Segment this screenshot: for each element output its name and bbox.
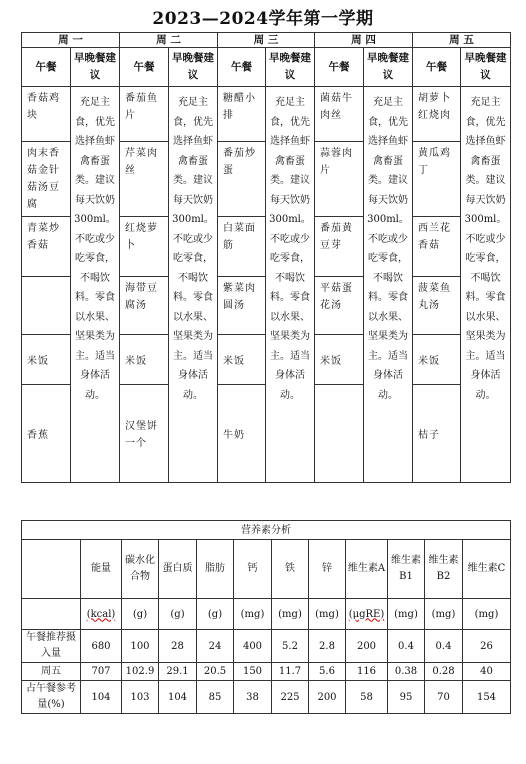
value-cell: 150 bbox=[234, 663, 272, 681]
col-header: 钙 bbox=[234, 540, 272, 599]
lunch-header: 午餐 bbox=[22, 48, 71, 87]
row-label: 午餐推荐摄入量 bbox=[22, 630, 81, 663]
lunch-header: 午餐 bbox=[413, 48, 461, 87]
nutrition-analysis-table bbox=[21, 520, 511, 714]
dish-cell: 平菇蛋花汤 bbox=[315, 277, 364, 335]
dish-cell: 米饭 bbox=[218, 335, 266, 385]
value-cell: 11.7 bbox=[272, 663, 309, 681]
col-header: 锌 bbox=[309, 540, 346, 599]
value-cell: 70 bbox=[425, 681, 463, 714]
meal-advice: 充足主食，优先选择鱼虾禽畜蛋类。建议每天饮奶300ml。不吃或少吃零食，不喝饮料。零食以水果、坚果类为主。适当身体活动。 bbox=[71, 87, 120, 483]
value-cell: 707 bbox=[81, 663, 122, 681]
dish-cell: 番茄炒蛋 bbox=[218, 142, 266, 217]
col-header: 维生素B2 bbox=[425, 540, 463, 599]
value-cell: 154 bbox=[463, 681, 511, 714]
table-row bbox=[22, 681, 511, 714]
dish-cell: 米饭 bbox=[413, 335, 461, 385]
corner-cell bbox=[22, 540, 81, 599]
day-header: 周 三 bbox=[218, 33, 315, 48]
value-cell: 225 bbox=[272, 681, 309, 714]
lunch-header: 午餐 bbox=[120, 48, 169, 87]
value-cell: 100 bbox=[122, 630, 159, 663]
dish-cell: 海带豆腐汤 bbox=[120, 277, 169, 335]
unit-cell: (mg) bbox=[272, 599, 309, 630]
day-header: 周 四 bbox=[315, 33, 413, 48]
meal-advice: 充足主食，优先选择鱼虾禽畜蛋类。建议每天饮奶300ml。不吃或少吃零食，不喝饮料。零食以水果、坚果类为主。适当身体活动。 bbox=[169, 87, 218, 483]
meal-advice: 充足主食，优先选择鱼虾禽畜蛋类。建议每天饮奶300ml。不吃或少吃零食，不喝饮料。零食以水果、坚果类为主。适当身体活动。 bbox=[461, 87, 511, 483]
unit-cell: (mg) bbox=[425, 599, 463, 630]
value-cell: 20.5 bbox=[197, 663, 234, 681]
row-label: 占午餐参考量(%) bbox=[22, 681, 81, 714]
lunch-header: 午餐 bbox=[315, 48, 364, 87]
col-header: 蛋白质 bbox=[159, 540, 197, 599]
dish-cell bbox=[22, 277, 71, 335]
value-cell: 200 bbox=[346, 630, 388, 663]
value-cell: 85 bbox=[197, 681, 234, 714]
value-cell: 0.4 bbox=[388, 630, 425, 663]
dish-cell: 糖醋小排 bbox=[218, 87, 266, 142]
value-cell: 24 bbox=[197, 630, 234, 663]
dish-cell: 汉堡饼一个 bbox=[120, 385, 169, 483]
page-title: 2023—2024学年第一学期 bbox=[152, 9, 374, 29]
col-header: 能量 bbox=[81, 540, 122, 599]
unit-cell: (mg) bbox=[463, 599, 511, 630]
col-header: 脂肪 bbox=[197, 540, 234, 599]
value-cell: 28 bbox=[159, 630, 197, 663]
nutrition-caption: 营养素分析 bbox=[22, 521, 511, 540]
unit-cell: (mg) bbox=[388, 599, 425, 630]
value-cell: 38 bbox=[234, 681, 272, 714]
dish-cell: 番茄鱼片 bbox=[120, 87, 169, 142]
value-cell: 0.28 bbox=[425, 663, 463, 681]
unit-cell: (g) bbox=[197, 599, 234, 630]
value-cell: 40 bbox=[463, 663, 511, 681]
value-cell: 680 bbox=[81, 630, 122, 663]
col-header: 碳水化合物 bbox=[122, 540, 159, 599]
dish-cell: 米饭 bbox=[315, 335, 364, 385]
value-cell: 102.9 bbox=[122, 663, 159, 681]
dish-cell: 米饭 bbox=[120, 335, 169, 385]
dish-cell: 黄瓜鸡丁 bbox=[413, 142, 461, 217]
unit-cell: (kcal) bbox=[81, 599, 122, 630]
dish-cell: 菌菇牛肉丝 bbox=[315, 87, 364, 142]
value-cell: 0.38 bbox=[388, 663, 425, 681]
unit-cell: (mg) bbox=[309, 599, 346, 630]
advice-header: 早晚餐建议 bbox=[71, 48, 120, 87]
dish-cell: 肉末香菇金针菇汤豆腐 bbox=[22, 142, 71, 217]
dish-cell: 蒜蓉肉片 bbox=[315, 142, 364, 217]
dish-cell: 香菇鸡块 bbox=[22, 87, 71, 142]
value-cell: 0.4 bbox=[425, 630, 463, 663]
dish-cell: 芹菜肉丝 bbox=[120, 142, 169, 217]
col-header: 铁 bbox=[272, 540, 309, 599]
advice-header: 早晚餐建议 bbox=[266, 48, 315, 87]
value-cell: 95 bbox=[388, 681, 425, 714]
value-cell: 400 bbox=[234, 630, 272, 663]
advice-header: 早晚餐建议 bbox=[461, 48, 511, 87]
dish-cell: 番茄黄豆芽 bbox=[315, 217, 364, 277]
table-row bbox=[22, 663, 511, 681]
value-cell: 116 bbox=[346, 663, 388, 681]
dish-cell: 菠菜鱼丸汤 bbox=[413, 277, 461, 335]
day-header: 周 二 bbox=[120, 33, 218, 48]
table-row bbox=[22, 630, 511, 663]
dish-cell: 红烧萝卜 bbox=[120, 217, 169, 277]
dish-cell: 牛奶 bbox=[218, 385, 266, 483]
unit-cell: (μgRE) bbox=[346, 599, 388, 630]
advice-header: 早晚餐建议 bbox=[169, 48, 218, 87]
dish-cell bbox=[315, 385, 364, 483]
dish-cell: 桔子 bbox=[413, 385, 461, 483]
value-cell: 26 bbox=[463, 630, 511, 663]
meal-advice: 充足主食，优先选择鱼虾禽畜蛋类。建议每天饮奶300ml。不吃或少吃零食，不喝饮料。零食以水果、坚果类为主。适当身体活动。 bbox=[364, 87, 413, 483]
advice-header: 早晚餐建议 bbox=[364, 48, 413, 87]
meal-advice: 充足主食，优先选择鱼虾禽畜蛋类。建议每天饮奶300ml。不吃或少吃零食，不喝饮料。零食以水果、坚果类为主。适当身体活动。 bbox=[266, 87, 315, 483]
dish-cell: 香蕉 bbox=[22, 385, 71, 483]
value-cell: 104 bbox=[81, 681, 122, 714]
value-cell: 5.6 bbox=[309, 663, 346, 681]
dish-cell: 米饭 bbox=[22, 335, 71, 385]
dish-cell: 西兰花香菇 bbox=[413, 217, 461, 277]
weekly-menu-table bbox=[21, 32, 511, 483]
unit-cell: (mg) bbox=[234, 599, 272, 630]
unit-cell: (g) bbox=[122, 599, 159, 630]
col-header: 维生素B1 bbox=[388, 540, 425, 599]
value-cell: 104 bbox=[159, 681, 197, 714]
dish-cell: 胡萝卜红烧肉 bbox=[413, 87, 461, 142]
unit-cell: (g) bbox=[159, 599, 197, 630]
value-cell: 103 bbox=[122, 681, 159, 714]
dish-cell: 白菜面筋 bbox=[218, 217, 266, 277]
dish-cell: 青菜炒香菇 bbox=[22, 217, 71, 277]
day-header: 周 一 bbox=[22, 33, 120, 48]
value-cell: 29.1 bbox=[159, 663, 197, 681]
lunch-header: 午餐 bbox=[218, 48, 266, 87]
value-cell: 2.8 bbox=[309, 630, 346, 663]
value-cell: 58 bbox=[346, 681, 388, 714]
row-label: 周五 bbox=[22, 663, 81, 681]
value-cell: 5.2 bbox=[272, 630, 309, 663]
value-cell: 200 bbox=[309, 681, 346, 714]
day-header: 周 五 bbox=[413, 33, 511, 48]
col-header: 维生素C bbox=[463, 540, 511, 599]
corner-cell bbox=[22, 599, 81, 630]
dish-cell: 紫菜肉圆汤 bbox=[218, 277, 266, 335]
col-header: 维生素A bbox=[346, 540, 388, 599]
